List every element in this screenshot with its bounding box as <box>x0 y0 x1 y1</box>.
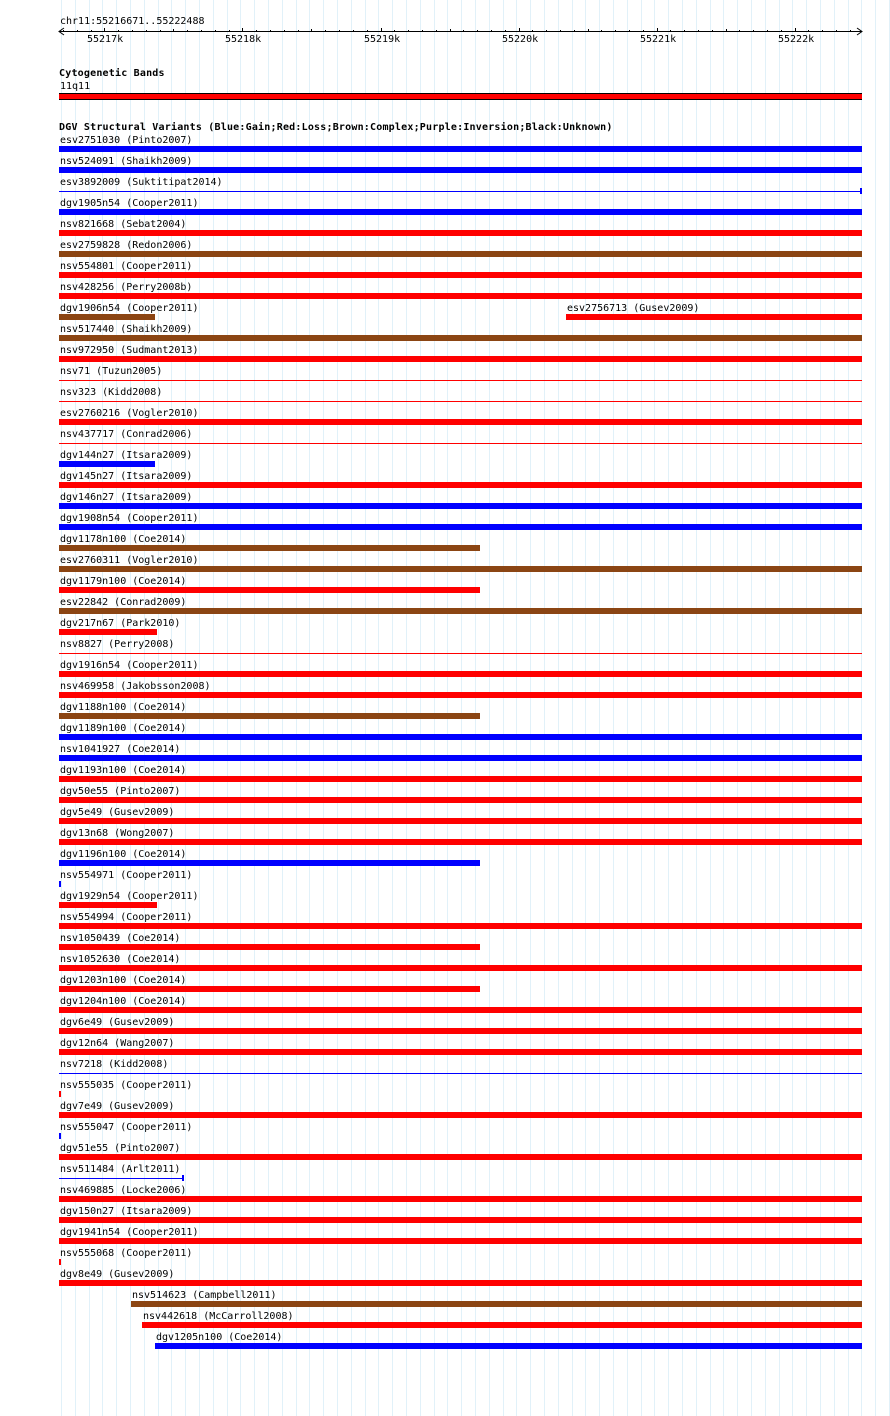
ruler-minor-tick <box>822 30 823 32</box>
variant-label[interactable]: nsv8827 (Perry2008) <box>60 639 175 650</box>
variant-bar[interactable] <box>59 545 480 551</box>
ruler-minor-tick <box>77 30 78 32</box>
variant-label[interactable]: nsv1052630 (Coe2014) <box>60 954 181 965</box>
variant-bar[interactable] <box>59 1091 61 1097</box>
variant-bar[interactable] <box>59 1007 862 1013</box>
variant-bar[interactable] <box>59 692 862 698</box>
variant-bar[interactable] <box>59 776 862 782</box>
ruler-minor-tick <box>532 30 533 32</box>
variant-bar[interactable] <box>59 1196 862 1202</box>
variant-bar[interactable] <box>59 1112 862 1118</box>
variant-bar[interactable] <box>59 734 862 740</box>
variant-label[interactable]: nsv7218 (Kidd2008) <box>60 1059 169 1070</box>
variant-label[interactable]: dgv145n27 (Itsara2009) <box>60 471 193 482</box>
variant-label[interactable]: nsv469958 (Jakobsson2008) <box>60 681 211 692</box>
variant-label[interactable]: dgv6e49 (Gusev2009) <box>60 1017 175 1028</box>
ruler-minor-tick <box>63 30 64 32</box>
ruler-minor-tick <box>298 30 299 32</box>
variant-label[interactable]: nsv514623 (Campbell2011) <box>132 1290 277 1301</box>
ruler-minor-tick <box>850 30 851 32</box>
variant-label[interactable]: dgv51e55 (Pinto2007) <box>60 1143 181 1154</box>
variant-bar[interactable] <box>59 1178 184 1179</box>
variant-label[interactable]: dgv1205n100 (Coe2014) <box>156 1332 283 1343</box>
variant-label[interactable]: dgv1929n54 (Cooper2011) <box>60 891 199 902</box>
ruler-minor-tick <box>546 30 547 32</box>
variant-label[interactable]: nsv517440 (Shaikh2009) <box>60 324 193 335</box>
variant-label[interactable]: nsv554994 (Cooper2011) <box>60 912 193 923</box>
variant-label[interactable]: nsv555068 (Cooper2011) <box>60 1248 193 1259</box>
variant-bar[interactable] <box>59 608 862 614</box>
variant-bar[interactable] <box>59 461 155 467</box>
variant-bar[interactable] <box>59 713 480 719</box>
variant-label[interactable]: esv2759828 (Redon2006) <box>60 240 193 251</box>
variant-label[interactable]: dgv1204n100 (Coe2014) <box>60 996 187 1007</box>
variant-label[interactable]: nsv437717 (Conrad2006) <box>60 429 193 440</box>
variant-label[interactable]: dgv1188n100 (Coe2014) <box>60 702 187 713</box>
ruler-minor-tick <box>463 30 464 32</box>
variant-bar[interactable] <box>59 380 862 381</box>
variant-bar[interactable] <box>59 293 862 299</box>
variant-label[interactable]: dgv1905n54 (Cooper2011) <box>60 198 199 209</box>
variant-end-mark <box>860 188 862 194</box>
ruler-minor-tick <box>173 29 174 32</box>
ruler-minor-tick <box>836 30 837 32</box>
ruler-minor-tick <box>781 30 782 32</box>
ruler-minor-tick <box>808 30 809 32</box>
variant-label[interactable]: dgv5e49 (Gusev2009) <box>60 807 175 818</box>
ruler-tick-label: 55219k <box>364 34 401 45</box>
ruler-minor-tick <box>201 30 202 32</box>
variant-bar[interactable] <box>59 191 862 192</box>
variant-bar[interactable] <box>59 419 862 425</box>
variant-bar[interactable] <box>59 1133 61 1139</box>
variant-label[interactable]: nsv554801 (Cooper2011) <box>60 261 193 272</box>
variant-bar[interactable] <box>59 1154 862 1160</box>
variant-label[interactable]: esv3892009 (Suktitipat2014) <box>60 177 223 188</box>
variant-label[interactable]: nsv71 (Tuzun2005) <box>60 366 163 377</box>
variant-bar[interactable] <box>59 335 862 341</box>
variant-bar[interactable] <box>59 986 480 992</box>
ruler-tick-label: 55218k <box>225 34 262 45</box>
variant-bar[interactable] <box>59 356 862 362</box>
ruler-minor-tick <box>422 30 423 32</box>
ruler-minor-tick <box>560 30 561 32</box>
variant-label[interactable]: nsv555047 (Cooper2011) <box>60 1122 193 1133</box>
ruler-major-tick <box>657 28 658 32</box>
ruler-minor-tick <box>132 30 133 32</box>
variant-bar[interactable] <box>59 1049 862 1055</box>
ruler-minor-tick <box>215 30 216 32</box>
variant-bar[interactable] <box>59 482 862 488</box>
ruler-minor-tick <box>505 30 506 32</box>
variant-label[interactable]: dgv1196n100 (Coe2014) <box>60 849 187 860</box>
ruler-minor-tick <box>367 30 368 32</box>
variant-label[interactable]: nsv428256 (Perry2008b) <box>60 282 193 293</box>
variant-bar[interactable] <box>59 902 157 908</box>
ruler-major-tick <box>519 28 520 32</box>
variant-label[interactable]: esv2756713 (Gusev2009) <box>567 303 700 314</box>
ruler-minor-tick <box>146 30 147 32</box>
variant-bar[interactable] <box>59 1217 862 1223</box>
variant-label[interactable]: nsv821668 (Sebat2004) <box>60 219 187 230</box>
ruler-minor-tick <box>270 30 271 32</box>
ruler-minor-tick <box>408 30 409 32</box>
ruler-tick-label: 55217k <box>87 34 124 45</box>
variant-label[interactable]: dgv217n67 (Park2010) <box>60 618 181 629</box>
ruler-minor-tick <box>256 30 257 32</box>
cytoband-label[interactable]: 11q11 <box>60 81 91 92</box>
variant-bar[interactable] <box>59 881 61 887</box>
ruler-arrows <box>0 0 890 45</box>
variant-bar[interactable] <box>59 230 862 236</box>
variant-bar[interactable] <box>59 209 862 215</box>
variant-bar[interactable] <box>59 503 862 509</box>
variant-label[interactable]: dgv1179n100 (Coe2014) <box>60 576 187 587</box>
variant-end-mark <box>182 1175 184 1181</box>
variant-bar[interactable] <box>59 524 862 530</box>
variant-label[interactable]: nsv555035 (Cooper2011) <box>60 1080 193 1091</box>
variant-bar[interactable] <box>59 755 862 761</box>
ruler-minor-tick <box>436 30 437 32</box>
ruler-minor-tick <box>767 30 768 32</box>
variant-label[interactable]: nsv469885 (Locke2006) <box>60 1185 187 1196</box>
ruler-minor-tick <box>629 30 630 32</box>
ruler-minor-tick <box>698 30 699 32</box>
ruler-minor-tick <box>477 30 478 32</box>
variant-bar[interactable] <box>59 965 862 971</box>
ruler-minor-tick <box>615 30 616 32</box>
variant-bar[interactable] <box>59 1280 862 1286</box>
variant-label[interactable]: nsv1050439 (Coe2014) <box>60 933 181 944</box>
ruler-minor-tick <box>601 30 602 32</box>
variant-bar[interactable] <box>59 587 480 593</box>
ruler-minor-tick <box>712 30 713 32</box>
variant-label[interactable]: esv2751030 (Pinto2007) <box>60 135 193 146</box>
variant-label[interactable]: dgv8e49 (Gusev2009) <box>60 1269 175 1280</box>
variant-bar[interactable] <box>155 1343 862 1349</box>
variant-bar[interactable] <box>142 1322 862 1328</box>
ruler-minor-tick <box>284 30 285 32</box>
ruler-tick-label: 55222k <box>778 34 815 45</box>
variant-bar[interactable] <box>59 401 862 402</box>
ruler-minor-tick <box>450 29 451 32</box>
ruler-minor-tick <box>311 29 312 32</box>
variant-label[interactable]: dgv1941n54 (Cooper2011) <box>60 1227 199 1238</box>
ruler-tick-label: 55221k <box>640 34 677 45</box>
variant-label[interactable]: nsv524091 (Shaikh2009) <box>60 156 193 167</box>
variant-bar[interactable] <box>59 818 862 824</box>
variant-bar[interactable] <box>59 923 862 929</box>
ruler-minor-tick <box>353 30 354 32</box>
variant-label[interactable]: dgv150n27 (Itsara2009) <box>60 1206 193 1217</box>
variant-label[interactable]: dgv1916n54 (Cooper2011) <box>60 660 199 671</box>
variant-label[interactable]: dgv1178n100 (Coe2014) <box>60 534 187 545</box>
variant-label[interactable]: dgv50e55 (Pinto2007) <box>60 786 181 797</box>
ruler-major-tick <box>242 28 243 32</box>
ruler-minor-tick <box>588 29 589 32</box>
variant-label[interactable]: nsv554971 (Cooper2011) <box>60 870 193 881</box>
ruler-minor-tick <box>229 30 230 32</box>
variant-label[interactable]: dgv1189n100 (Coe2014) <box>60 723 187 734</box>
variant-label[interactable]: esv22842 (Conrad2009) <box>60 597 187 608</box>
ruler-minor-tick <box>739 30 740 32</box>
ruler-major-tick <box>381 28 382 32</box>
variant-bar[interactable] <box>59 146 862 152</box>
dgv-track-title: DGV Structural Variants (Blue:Gain;Red:Loss;Brown:Complex;Purple:Inversion;Black:Unknown) <box>59 122 613 133</box>
variant-label[interactable]: nsv511484 (Arlt2011) <box>60 1164 181 1175</box>
cytoband-bar[interactable] <box>59 93 862 100</box>
ruler-minor-tick <box>91 30 92 32</box>
grid-line <box>875 0 876 1416</box>
variant-bar[interactable] <box>59 272 862 278</box>
ruler-major-tick <box>104 28 105 32</box>
variant-bar[interactable] <box>59 251 862 257</box>
variant-bar[interactable] <box>59 653 862 654</box>
variant-label[interactable]: esv2760216 (Vogler2010) <box>60 408 199 419</box>
ruler-minor-tick <box>187 30 188 32</box>
ruler-minor-tick <box>491 30 492 32</box>
variant-label[interactable]: esv2760311 (Vogler2010) <box>60 555 199 566</box>
variant-bar[interactable] <box>59 1073 862 1074</box>
variant-bar[interactable] <box>59 314 155 320</box>
variant-bar[interactable] <box>59 944 480 950</box>
variant-bar[interactable] <box>59 443 862 444</box>
variant-bar[interactable] <box>59 671 862 677</box>
ruler-minor-tick <box>118 30 119 32</box>
variant-bar[interactable] <box>59 1238 862 1244</box>
ruler-minor-tick <box>160 30 161 32</box>
variant-label[interactable]: dgv146n27 (Itsara2009) <box>60 492 193 503</box>
variant-label[interactable]: dgv1908n54 (Cooper2011) <box>60 513 199 524</box>
variant-label[interactable]: nsv972950 (Sudmant2013) <box>60 345 199 356</box>
ruler-minor-tick <box>339 30 340 32</box>
ruler-minor-tick <box>325 30 326 32</box>
variant-label[interactable]: dgv1193n100 (Coe2014) <box>60 765 187 776</box>
variant-label[interactable]: dgv144n27 (Itsara2009) <box>60 450 193 461</box>
variant-bar[interactable] <box>131 1301 862 1307</box>
variant-bar[interactable] <box>59 167 862 173</box>
variant-label[interactable]: dgv13n68 (Wong2007) <box>60 828 175 839</box>
ruler-minor-tick <box>394 30 395 32</box>
variant-label[interactable]: nsv442618 (McCarroll2008) <box>143 1311 294 1322</box>
variant-label[interactable]: dgv12n64 (Wang2007) <box>60 1038 175 1049</box>
variant-bar[interactable] <box>59 566 862 572</box>
ruler-minor-tick <box>574 30 575 32</box>
variant-bar[interactable] <box>59 629 157 635</box>
ruler-minor-tick <box>726 29 727 32</box>
variant-label[interactable]: nsv323 (Kidd2008) <box>60 387 163 398</box>
ruler-minor-tick <box>684 30 685 32</box>
variant-bar[interactable] <box>566 314 862 320</box>
cytoband-track-title: Cytogenetic Bands <box>59 68 165 79</box>
ruler-right-arrow <box>857 28 862 35</box>
ruler-minor-tick <box>670 30 671 32</box>
variant-label[interactable]: dgv1906n54 (Cooper2011) <box>60 303 199 314</box>
variant-label[interactable]: nsv1041927 (Coe2014) <box>60 744 181 755</box>
variant-bar[interactable] <box>59 860 480 866</box>
ruler-minor-tick <box>753 30 754 32</box>
variant-bar[interactable] <box>59 797 862 803</box>
variant-bar[interactable] <box>59 839 862 845</box>
variant-label[interactable]: dgv1203n100 (Coe2014) <box>60 975 187 986</box>
ruler-major-tick <box>795 28 796 32</box>
ruler-tick-label: 55220k <box>502 34 539 45</box>
ruler-minor-tick <box>643 30 644 32</box>
region-label: chr11:55216671..55222488 <box>60 16 205 27</box>
variant-bar[interactable] <box>59 1259 61 1265</box>
variant-label[interactable]: dgv7e49 (Gusev2009) <box>60 1101 175 1112</box>
variant-bar[interactable] <box>59 1028 862 1034</box>
